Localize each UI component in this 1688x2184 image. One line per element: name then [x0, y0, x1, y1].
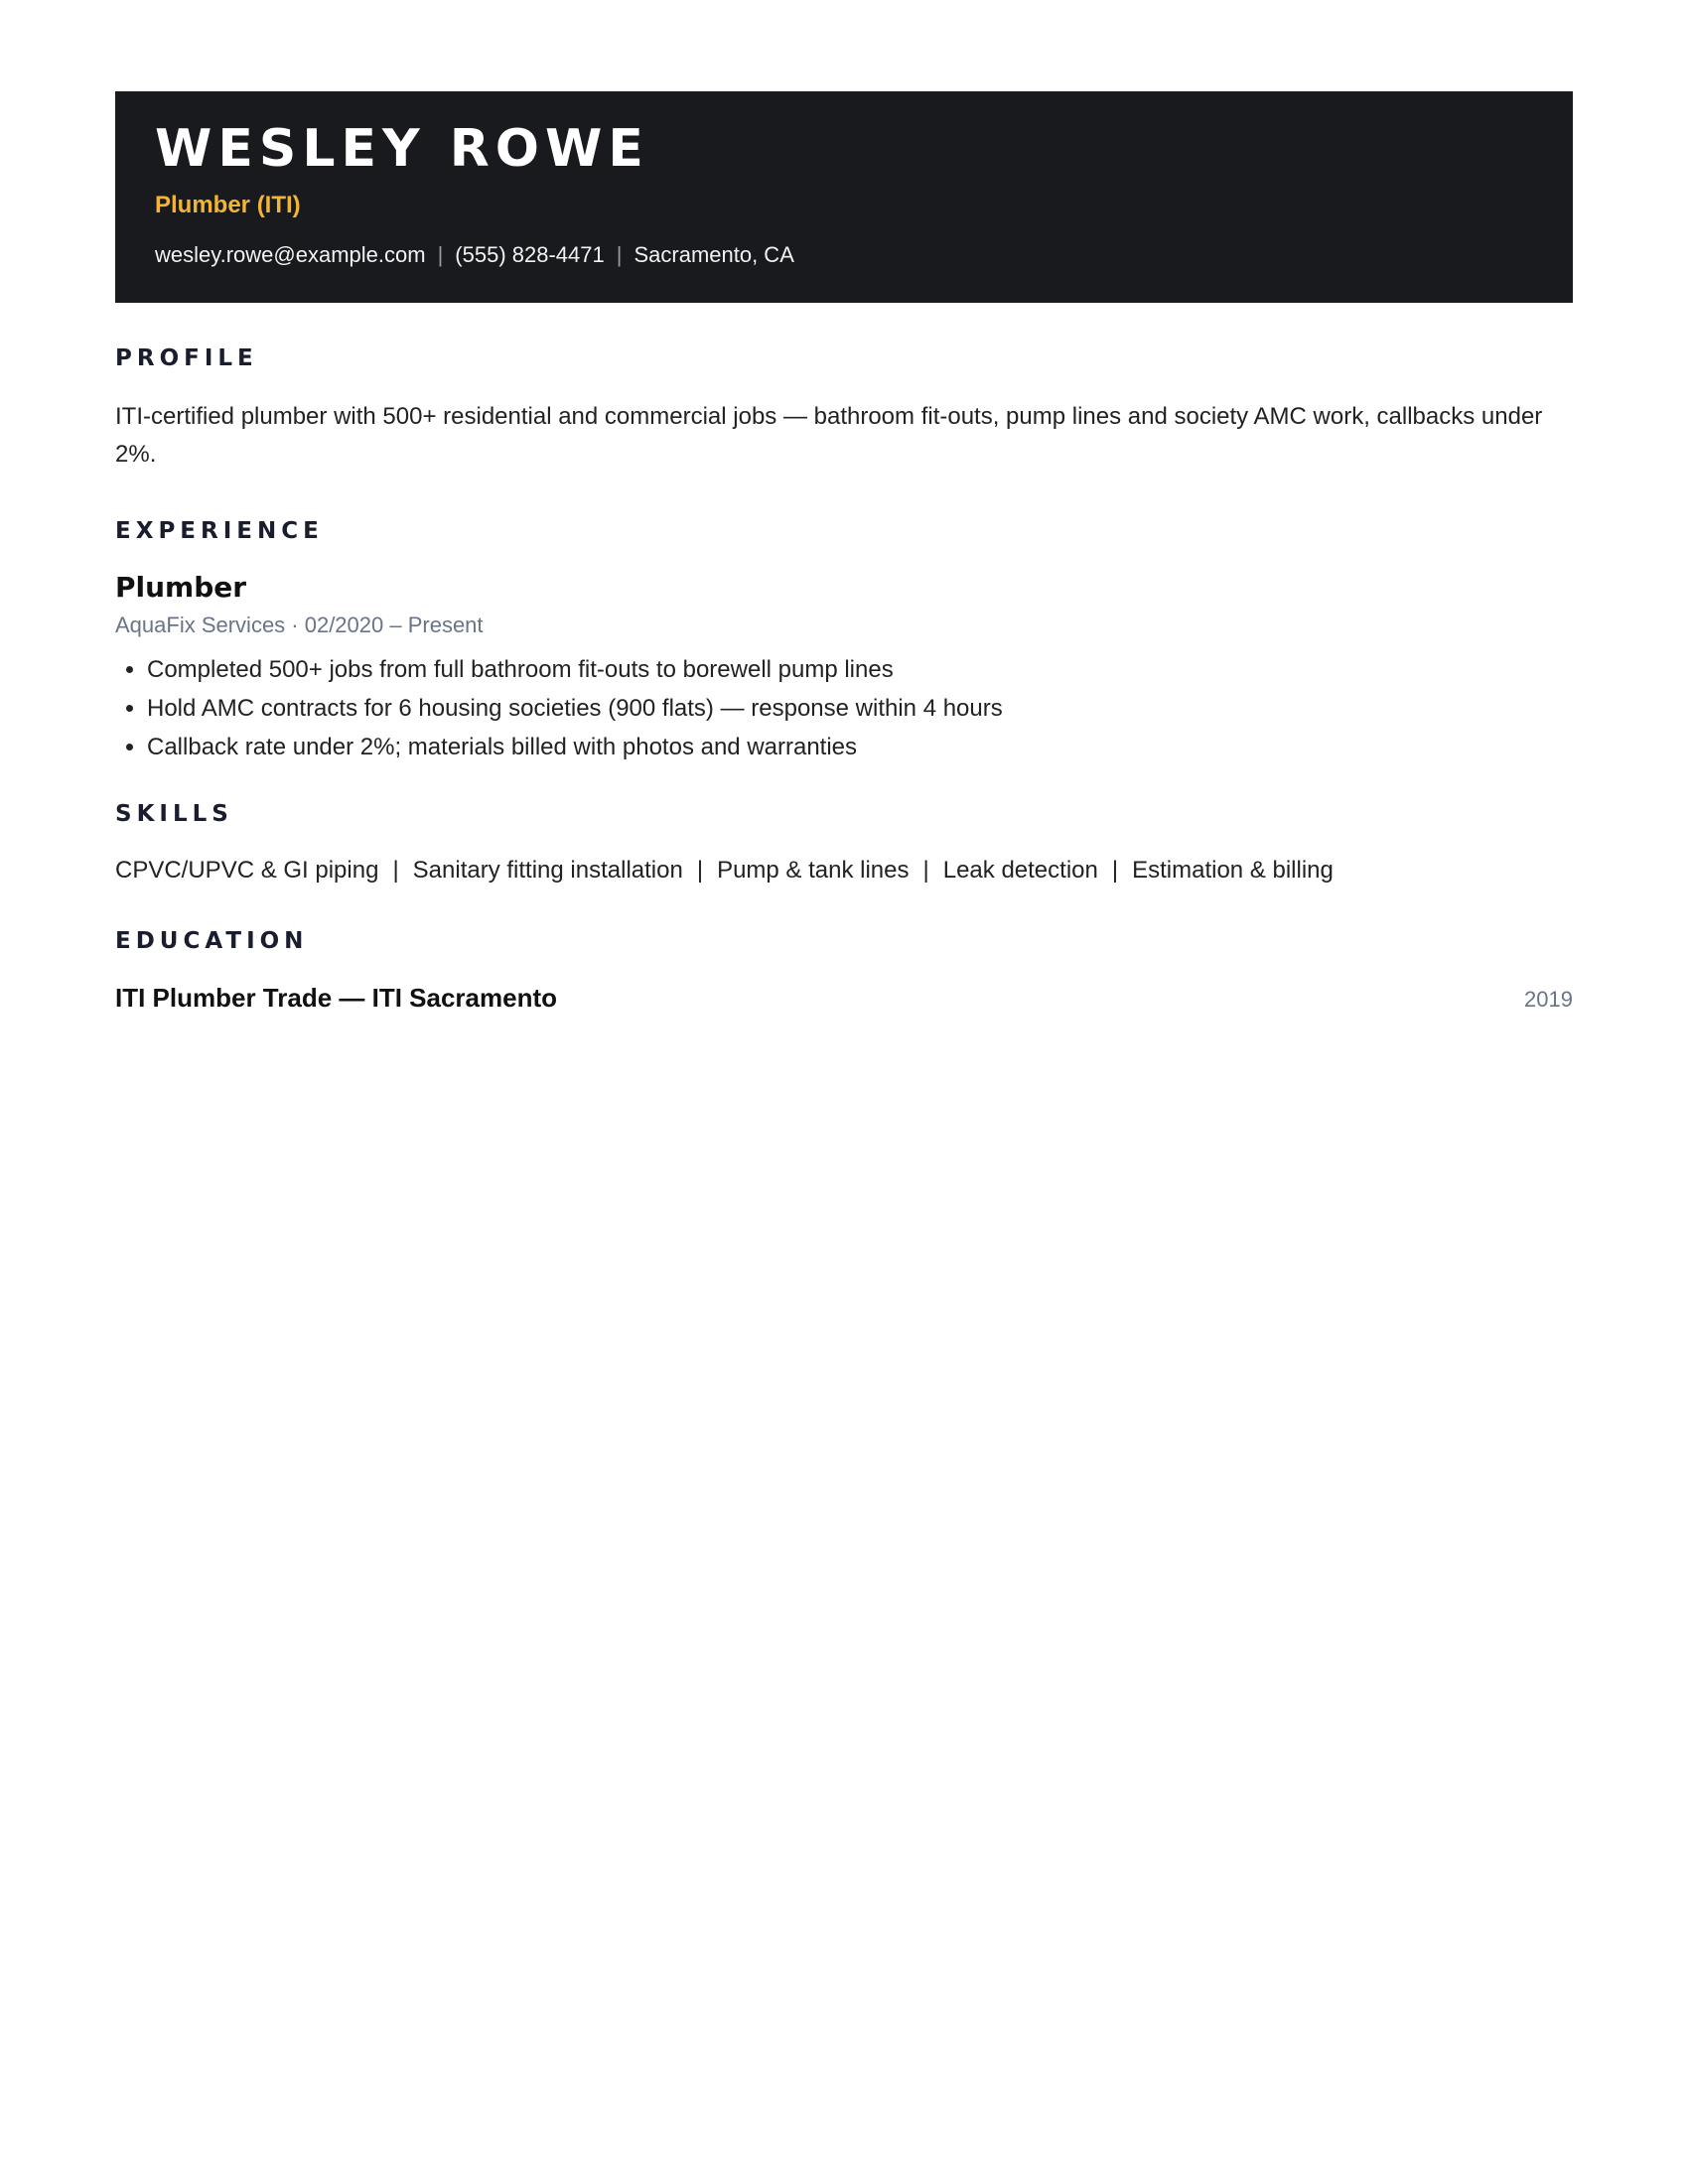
job-title: Plumber — [115, 571, 247, 604]
profile-text: ITI-certified plumber with 500+ residential and commercial jobs — bathroom fit-outs, pump lines and society AMC work, callbacks under 2%. — [115, 403, 1543, 468]
candidate-role: Plumber (ITI) — [155, 192, 301, 218]
skill-item: CPVC/UPVC & GI piping — [115, 857, 379, 884]
skill-item: Pump & tank lines — [717, 857, 910, 884]
skill-item: Leak detection — [942, 857, 1098, 884]
education-section — [115, 927, 1573, 1015]
skill-separator: | — [1111, 857, 1119, 884]
education-name: ITI Plumber Trade — ITI Sacramento — [115, 983, 558, 1013]
section-title-education: EDUCATION — [115, 928, 309, 954]
contact-email[interactable]: wesley.rowe@example.com — [155, 242, 426, 267]
skill-separator: | — [922, 857, 929, 884]
contact-separator: | — [437, 242, 444, 267]
profile-section — [115, 344, 1573, 474]
job-bullet: • Callback rate under 2%; materials billed with photos and warranties — [147, 728, 1573, 766]
contact-location: Sacramento, CA — [633, 242, 794, 267]
skills-list — [115, 854, 1573, 887]
skill-item: Estimation & billing — [1132, 857, 1334, 884]
job-bullet: • Hold AMC contracts for 6 housing societies (900 flats) — response within 4 hours — [147, 689, 1573, 728]
section-title-experience: EXPERIENCE — [115, 518, 324, 544]
section-title-profile: PROFILE — [115, 345, 258, 371]
skill-separator: | — [696, 857, 704, 884]
job-meta: AquaFix Services · 02/2020 – Present — [115, 613, 484, 637]
resume-page — [115, 91, 1573, 1015]
experience-section — [115, 517, 1573, 766]
contact-separator: | — [616, 242, 623, 267]
resume-header — [115, 91, 1573, 303]
skill-item: Sanitary fitting installation — [412, 857, 683, 884]
job-bullet: • Completed 500+ jobs from full bathroom fit-outs to borewell pump lines — [147, 650, 1573, 689]
skills-section — [115, 800, 1573, 887]
education-row — [115, 981, 1573, 1015]
candidate-name: WESLEY ROWE — [155, 119, 649, 179]
contact-line — [155, 240, 1533, 270]
contact-phone[interactable]: (555) 828-4471 — [455, 242, 605, 267]
skill-separator: | — [392, 857, 399, 884]
education-year: 2019 — [1524, 987, 1573, 1012]
section-title-skills: SKILLS — [115, 801, 233, 827]
job-bullets — [115, 650, 1573, 766]
